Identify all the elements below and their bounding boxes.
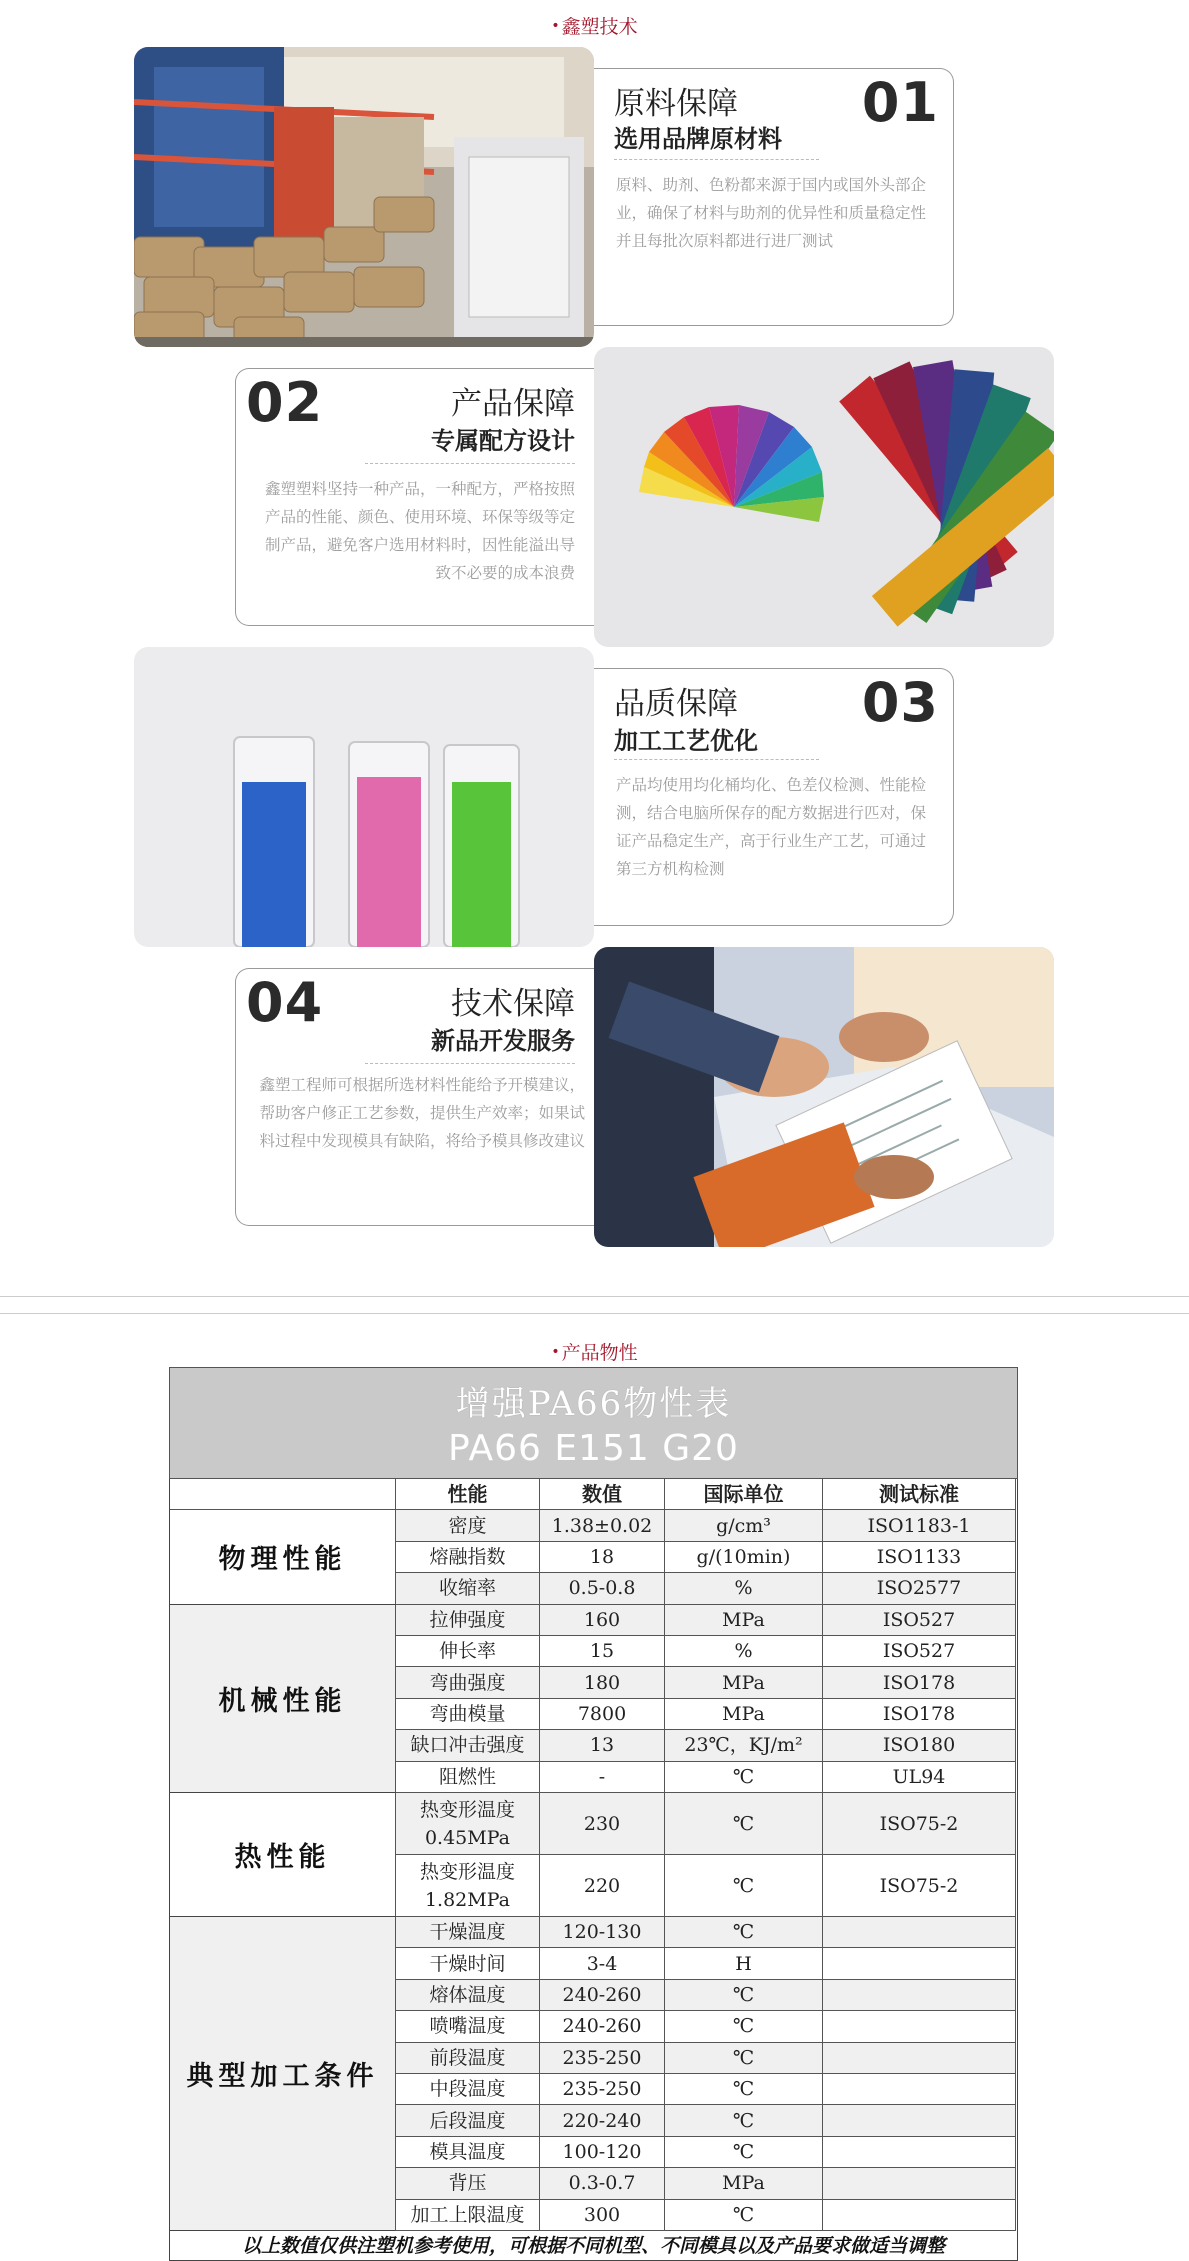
table-cell <box>823 2168 1016 2199</box>
table-cell: 干燥时间 <box>396 1948 540 1979</box>
table-cell: 拉伸强度 <box>396 1605 540 1636</box>
property-table <box>169 1367 1018 2261</box>
feature-number: 01 <box>861 71 939 134</box>
table-cell: 热变形温度 0.45MPa <box>396 1793 540 1855</box>
feature-card-04 <box>235 968 595 1226</box>
table-cell: 100-120 <box>540 2137 665 2168</box>
table-cell: 阻燃性 <box>396 1762 540 1793</box>
table-cell: 23℃，KJ/m² <box>665 1730 823 1761</box>
table-note: 以上数值仅供注塑机参考使用，可根据不同机型、不同模具以及产品要求做适当调整 <box>169 2231 1018 2261</box>
feature-card-01 <box>594 68 954 326</box>
section-title-tech <box>0 12 1189 39</box>
table-cell: ISO180 <box>823 1730 1016 1761</box>
dashed-divider <box>365 463 575 464</box>
table-cell: 235-250 <box>540 2043 665 2074</box>
table-cell: ℃ <box>665 2074 823 2105</box>
table-cell: ℃ <box>665 2105 823 2136</box>
table-cell: ISO2577 <box>823 1573 1016 1604</box>
table-header-row <box>170 1479 1018 1510</box>
table-cell: ℃ <box>665 1855 823 1917</box>
table-cell <box>823 1980 1016 2011</box>
feature-title: 品质保障 <box>614 686 738 722</box>
table-cell: 240-260 <box>540 1980 665 2011</box>
feature-description: 鑫塑塑料坚持一种产品，一种配方，严格按照产品的性能、颜色、使用环境、环保等级等定制产品，避免客户选用材料时，因性能溢出导致不必要的成本浪费 <box>264 480 575 582</box>
feature-card-02 <box>235 368 595 626</box>
table-cell: UL94 <box>823 1762 1016 1793</box>
contract-illustration <box>594 947 1054 1247</box>
table-cell: MPa <box>665 1605 823 1636</box>
section-divider <box>0 1296 1189 1297</box>
warehouse-photo <box>134 47 594 347</box>
pellet-tubes-photo <box>134 647 594 947</box>
table-cell: 7800 <box>540 1699 665 1730</box>
feature-title: 技术保障 <box>451 986 575 1022</box>
table-grid <box>169 1479 1018 2231</box>
table-cell <box>823 1948 1016 1979</box>
table-cell: ISO75-2 <box>823 1855 1016 1917</box>
table-cell: 密度 <box>396 1510 540 1541</box>
table-cell: 熔融指数 <box>396 1542 540 1573</box>
table-cell: 熔体温度 <box>396 1980 540 2011</box>
table-cell: 弯曲模量 <box>396 1699 540 1730</box>
dashed-divider <box>614 159 819 160</box>
dashed-divider <box>614 759 819 760</box>
table-cell: g/cm³ <box>665 1510 823 1541</box>
table-cell: MPa <box>665 1667 823 1698</box>
table-grade: PA66 E151 G20 <box>448 1428 739 1469</box>
feature-description: 产品均使用均化桶均化、色差仪检测、性能检测，结合电脑所保存的配方数据进行匹对，保证产品稳定生产，高于行业生产工艺，可通过第三方机构检测 <box>616 776 927 878</box>
table-cell: ℃ <box>665 2137 823 2168</box>
column-header: 国际单位 <box>665 1479 823 1510</box>
table-cell <box>823 2074 1016 2105</box>
color-swatch-illustration <box>594 347 1054 647</box>
section-title-props <box>0 1338 1189 1365</box>
table-cell: 0.5-0.8 <box>540 1573 665 1604</box>
table-cell: 热变形温度 1.82MPa <box>396 1855 540 1917</box>
table-cell: ISO527 <box>823 1605 1016 1636</box>
bullet-icon: • <box>551 1344 560 1360</box>
color-swatches-photo <box>594 347 1054 647</box>
table-header-banner <box>169 1367 1018 1479</box>
table-cell: 1.38±0.02 <box>540 1510 665 1541</box>
feature-title: 产品保障 <box>451 386 575 422</box>
table-group-label: 典型加工条件 <box>170 1917 396 2231</box>
section-divider <box>0 1313 1189 1314</box>
table-cell: 模具温度 <box>396 2137 540 2168</box>
feature-subtitle: 新品开发服务 <box>431 1027 575 1055</box>
table-cell: 160 <box>540 1605 665 1636</box>
pellet-tubes-illustration <box>134 647 594 947</box>
table-group-label: 热性能 <box>170 1793 396 1917</box>
feature-subtitle: 选用品牌原材料 <box>614 125 782 153</box>
table-group-label: 机械性能 <box>170 1605 396 1793</box>
table-cell: 220-240 <box>540 2105 665 2136</box>
table-cell: ℃ <box>665 1762 823 1793</box>
table-cell: MPa <box>665 2168 823 2199</box>
contract-handshake-photo <box>594 947 1054 1247</box>
table-cell: ℃ <box>665 1793 823 1855</box>
feature-card-03 <box>594 668 954 926</box>
feature-number: 03 <box>861 671 939 734</box>
table-cell: 235-250 <box>540 2074 665 2105</box>
column-header: 测试标准 <box>823 1479 1016 1510</box>
bullet-icon: • <box>551 18 560 34</box>
table-cell <box>823 2137 1016 2168</box>
table-cell: 前段温度 <box>396 2043 540 2074</box>
table-cell: - <box>540 1762 665 1793</box>
column-header: 数值 <box>540 1479 665 1510</box>
feature-title: 原料保障 <box>614 86 738 122</box>
table-cell: ISO1133 <box>823 1542 1016 1573</box>
table-cell: ISO75-2 <box>823 1793 1016 1855</box>
section-title-text: 产品物性 <box>561 1342 638 1364</box>
table-cell: ISO1183-1 <box>823 1510 1016 1541</box>
table-cell: 后段温度 <box>396 2105 540 2136</box>
feature-subtitle: 加工工艺优化 <box>614 727 758 755</box>
table-cell: ℃ <box>665 1980 823 2011</box>
table-cell: 120-130 <box>540 1917 665 1948</box>
table-cell: 300 <box>540 2200 665 2231</box>
feature-number: 02 <box>246 371 324 434</box>
table-cell: % <box>665 1636 823 1667</box>
table-title: 增强PA66物性表 <box>455 1384 732 1424</box>
table-cell: 3-4 <box>540 1948 665 1979</box>
column-header: 性能 <box>396 1479 540 1510</box>
dashed-divider <box>365 1063 575 1064</box>
table-cell: 230 <box>540 1793 665 1855</box>
table-cell: 13 <box>540 1730 665 1761</box>
table-cell: % <box>665 1573 823 1604</box>
section-title-text: 鑫塑技术 <box>561 16 638 38</box>
table-cell: 伸长率 <box>396 1636 540 1667</box>
table-cell: 收缩率 <box>396 1573 540 1604</box>
table-cell: H <box>665 1948 823 1979</box>
table-cell: ISO178 <box>823 1699 1016 1730</box>
table-cell: MPa <box>665 1699 823 1730</box>
table-cell: ℃ <box>665 2200 823 2231</box>
table-cell: 中段温度 <box>396 2074 540 2105</box>
table-corner-cell <box>170 1479 396 1510</box>
table-cell: 220 <box>540 1855 665 1917</box>
table-cell: g/(10min) <box>665 1542 823 1573</box>
table-cell: 18 <box>540 1542 665 1573</box>
table-cell <box>823 2043 1016 2074</box>
table-cell <box>823 1917 1016 1948</box>
table-cell: 180 <box>540 1667 665 1698</box>
table-cell: 弯曲强度 <box>396 1667 540 1698</box>
table-cell: 0.3-0.7 <box>540 2168 665 2199</box>
table-cell: 缺口冲击强度 <box>396 1730 540 1761</box>
table-cell <box>823 2011 1016 2042</box>
table-cell: ℃ <box>665 2011 823 2042</box>
table-cell: ℃ <box>665 1917 823 1948</box>
table-cell: 15 <box>540 1636 665 1667</box>
table-cell: 加工上限温度 <box>396 2200 540 2231</box>
table-cell: 干燥温度 <box>396 1917 540 1948</box>
table-cell <box>823 2200 1016 2231</box>
table-cell <box>823 2105 1016 2136</box>
warehouse-illustration <box>134 47 594 347</box>
feature-subtitle: 专属配方设计 <box>431 427 575 455</box>
table-group-label: 物理性能 <box>170 1510 396 1604</box>
table-cell: 背压 <box>396 2168 540 2199</box>
feature-description: 鑫塑工程师可根据所选材料性能给予开模建议，帮助客户修正工艺参数，提供生产效率；如果试料过程中发现模具有缺陷，将给予模具修改建议 <box>259 1076 585 1150</box>
feature-description: 原料、助剂、色粉都来源于国内或国外头部企业，确保了材料与助剂的优异性和质量稳定性并且每批次原料都进行进厂测试 <box>616 176 927 250</box>
table-cell: 喷嘴温度 <box>396 2011 540 2042</box>
table-cell: ℃ <box>665 2043 823 2074</box>
table-cell: 240-260 <box>540 2011 665 2042</box>
feature-number: 04 <box>246 971 324 1034</box>
table-cell: ISO527 <box>823 1636 1016 1667</box>
table-cell: ISO178 <box>823 1667 1016 1698</box>
